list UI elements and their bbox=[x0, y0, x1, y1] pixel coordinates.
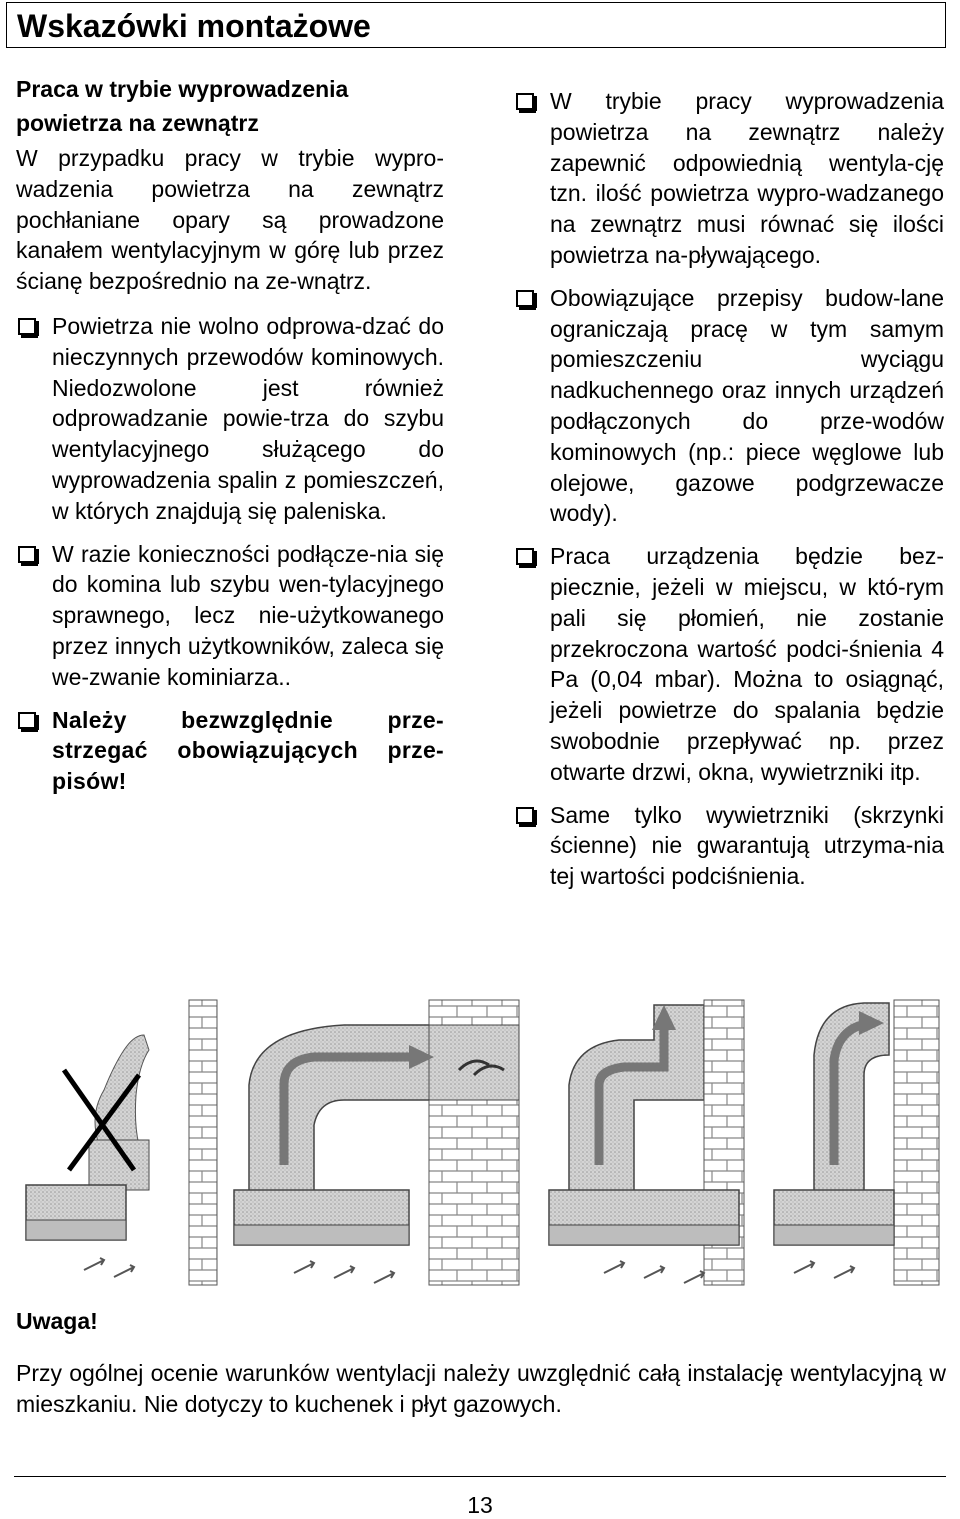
bullet-item bbox=[514, 541, 944, 787]
bullet-item-warning bbox=[16, 705, 444, 797]
bullet-item bbox=[514, 86, 944, 271]
footer-divider bbox=[14, 1476, 946, 1477]
notice-text: Przy ogólnej ocenie warunków wentylacji należy uwzględnić całą instalację wentylacyjną w mieszkaniu. Nie dotyczy to kuchenek i płyt gazowych. bbox=[16, 1360, 946, 1417]
bullet-text: Obowiązujące przepisy budow-lane ograniczają pracę w tym samym pomieszczeniu wyciągu nadkuchennego oraz innych urządzeń podłączonych do prze-wodów kominowych (np.: piece węglowe lub olejowe, gazowe podgrzewacze wody). bbox=[550, 284, 944, 527]
bullet-text: W razie konieczności podłącze-nia się do komina lub szybu wen-tylacyjnego sprawnego, lecz nie-użytkowanego przez innych użytkowników, zaleca się we-zwanie kominiarza.. bbox=[52, 540, 444, 690]
bullet-text: Należy bezwzględnie prze-strzegać obowiązujących prze-pisów! bbox=[52, 706, 444, 795]
checkbox-bullet-icon bbox=[516, 290, 534, 307]
subheading-line-2: powietrza na zewnątrz bbox=[16, 110, 259, 136]
checkbox-bullet-icon bbox=[18, 546, 36, 563]
section-subheading bbox=[16, 72, 444, 140]
bullet-text: Powietrza nie wolno odprowa-dzać do nieczynnych przewodów kominowych. Niedozwolone jest również odprowadzanie powie-trza do szybu wentylacyjnego służącego do wyprowadzenia spalin z pomieszczeń, w których znajdują się paleniska. bbox=[52, 312, 444, 524]
intro-paragraph: W przypadku pracy w trybie wypro-wadzenia powietrza na zewnątrz pochłaniane opary są prowadzone kanałem wentylacyjnym w górę lub przez ścianę bezpośrednio na ze-wnątrz. bbox=[16, 145, 444, 295]
bullet-text: Same tylko wywietrzniki (skrzynki ścienne) nie gwarantują utrzyma-nia tej wartości podciśnienia. bbox=[550, 801, 944, 890]
panel-shaft bbox=[774, 1000, 939, 1285]
page-number: 13 bbox=[467, 1492, 493, 1518]
notice-heading: Uwaga! bbox=[16, 1308, 98, 1334]
bullet-text: Praca urządzenia będzie bez-piecznie, jeżeli w miejscu, w któ-rym pali się płomień, nie zostanie przekroczona wartość podci-śnienia 4 Pa (0,04 mbar). Można to osiągnąć, jeżeli powietrze do spalania będzie swobodnie przepływać np. przez otwarte drzwi, okna, wywietrzniki itp. bbox=[550, 543, 944, 785]
installation-illustration bbox=[14, 995, 944, 1290]
bullet-item bbox=[514, 800, 944, 892]
header-box bbox=[6, 2, 946, 48]
checkbox-bullet-icon bbox=[516, 807, 534, 824]
checkbox-bullet-icon bbox=[516, 93, 534, 110]
bullet-text: W trybie pracy wyprowadzenia powietrza na zewnątrz należy zapewnić odpowiednią wentyla-cję tzn. ilość powietrza wypro-wadzanego na zewnątrz musi równać się ilości powietrza na-pływającego. bbox=[550, 88, 944, 268]
checkbox-bullet-icon bbox=[516, 548, 534, 565]
panel-forbidden bbox=[26, 1000, 217, 1285]
left-column bbox=[16, 72, 444, 809]
bullet-item bbox=[16, 311, 444, 527]
checkbox-bullet-icon bbox=[18, 318, 36, 335]
page-title: Wskazówki montażowe bbox=[17, 8, 371, 44]
panel-chimney-duct bbox=[549, 1000, 744, 1285]
panel-wall-outlet bbox=[234, 1000, 519, 1285]
bullet-item bbox=[514, 283, 944, 529]
right-column bbox=[514, 86, 944, 904]
checkbox-bullet-icon bbox=[18, 712, 36, 729]
subheading-line-1: Praca w trybie wyprowadzenia bbox=[16, 76, 349, 102]
bullet-item bbox=[16, 539, 444, 693]
